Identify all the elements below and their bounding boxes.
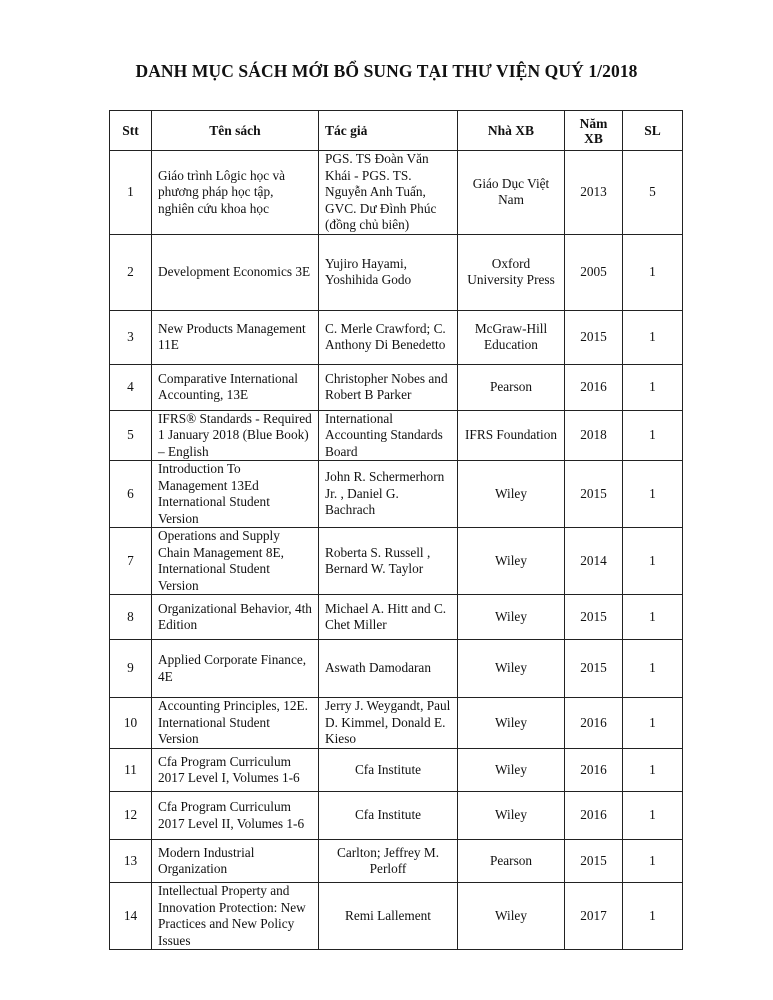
cell-title: Introduction To Management 13Ed International Student Version xyxy=(152,461,319,528)
table-row xyxy=(110,749,683,792)
document-title: DANH MỤC SÁCH MỚI BỔ SUNG TẠI THƯ VIỆN QUÝ 1/2018 xyxy=(135,61,638,81)
cell-year: 2015 xyxy=(565,640,623,698)
cell-stt: 2 xyxy=(110,234,152,310)
table-row xyxy=(110,528,683,595)
cell-stt: 9 xyxy=(110,640,152,698)
cell-year: 2014 xyxy=(565,528,623,595)
cell-author: Jerry J. Weygandt, Paul D. Kimmel, Donald E. Kieso xyxy=(319,698,458,749)
cell-year: 2016 xyxy=(565,792,623,840)
cell-author: Michael A. Hitt and C. Chet Miller xyxy=(319,595,458,640)
cell-publisher: Wiley xyxy=(458,749,565,792)
cell-author: International Accounting Standards Board xyxy=(319,410,458,461)
cell-year: 2015 xyxy=(565,595,623,640)
table-row xyxy=(110,234,683,310)
cell-year: 2017 xyxy=(565,883,623,950)
cell-publisher: Wiley xyxy=(458,461,565,528)
cell-stt: 4 xyxy=(110,364,152,410)
cell-title: Organizational Behavior, 4th Edition xyxy=(152,595,319,640)
cell-stt: 1 xyxy=(110,151,152,235)
cell-qty: 1 xyxy=(623,234,683,310)
cell-author: Cfa Institute xyxy=(319,749,458,792)
cell-title: Cfa Program Curriculum 2017 Level II, Volumes 1-6 xyxy=(152,792,319,840)
table-row xyxy=(110,151,683,235)
cell-stt: 8 xyxy=(110,595,152,640)
cell-publisher: Wiley xyxy=(458,883,565,950)
cell-qty: 1 xyxy=(623,310,683,364)
cell-qty: 1 xyxy=(623,364,683,410)
cell-title: Intellectual Property and Innovation Protection: New Practices and New Policy Issues xyxy=(152,883,319,950)
header-stt: Stt xyxy=(110,111,152,151)
cell-title: New Products Management 11E xyxy=(152,310,319,364)
cell-stt: 13 xyxy=(110,840,152,883)
table-row xyxy=(110,640,683,698)
cell-author: Roberta S. Russell , Bernard W. Taylor xyxy=(319,528,458,595)
cell-year: 2005 xyxy=(565,234,623,310)
cell-publisher: Wiley xyxy=(458,792,565,840)
cell-title: Comparative International Accounting, 13E xyxy=(152,364,319,410)
cell-title: Accounting Principles, 12E. International Student Version xyxy=(152,698,319,749)
table-row xyxy=(110,883,683,950)
table-row xyxy=(110,792,683,840)
header-qty: SL xyxy=(623,111,683,151)
cell-author: Carlton; Jeffrey M. Perloff xyxy=(319,840,458,883)
cell-stt: 10 xyxy=(110,698,152,749)
cell-author: C. Merle Crawford; C. Anthony Di Benedetto xyxy=(319,310,458,364)
cell-author: John R. Schermerhorn Jr. , Daniel G. Bachrach xyxy=(319,461,458,528)
cell-qty: 1 xyxy=(623,840,683,883)
cell-title: Operations and Supply Chain Management 8E, International Student Version xyxy=(152,528,319,595)
cell-stt: 6 xyxy=(110,461,152,528)
cell-stt: 14 xyxy=(110,883,152,950)
cell-year: 2016 xyxy=(565,364,623,410)
book-list-table xyxy=(109,110,683,950)
cell-qty: 1 xyxy=(623,749,683,792)
cell-qty: 1 xyxy=(623,640,683,698)
cell-qty: 1 xyxy=(623,883,683,950)
cell-title: Modern Industrial Organization xyxy=(152,840,319,883)
cell-author: Remi Lallement xyxy=(319,883,458,950)
cell-year: 2015 xyxy=(565,310,623,364)
cell-stt: 12 xyxy=(110,792,152,840)
cell-qty: 5 xyxy=(623,151,683,235)
table-row xyxy=(110,840,683,883)
cell-title: Applied Corporate Finance, 4E xyxy=(152,640,319,698)
cell-publisher: McGraw-Hill Education xyxy=(458,310,565,364)
cell-publisher: IFRS Foundation xyxy=(458,410,565,461)
cell-qty: 1 xyxy=(623,528,683,595)
cell-publisher: Wiley xyxy=(458,698,565,749)
table-row xyxy=(110,595,683,640)
header-author: Tác giả xyxy=(319,111,458,151)
cell-stt: 5 xyxy=(110,410,152,461)
table-row xyxy=(110,364,683,410)
cell-title: IFRS® Standards - Required 1 January 2018 (Blue Book) – English xyxy=(152,410,319,461)
cell-publisher: Pearson xyxy=(458,840,565,883)
cell-qty: 1 xyxy=(623,410,683,461)
cell-stt: 11 xyxy=(110,749,152,792)
header-title: Tên sách xyxy=(152,111,319,151)
header-publisher: Nhà XB xyxy=(458,111,565,151)
cell-publisher: Oxford University Press xyxy=(458,234,565,310)
cell-qty: 1 xyxy=(623,698,683,749)
cell-publisher: Pearson xyxy=(458,364,565,410)
table-row xyxy=(110,410,683,461)
cell-publisher: Wiley xyxy=(458,528,565,595)
cell-qty: 1 xyxy=(623,595,683,640)
cell-stt: 3 xyxy=(110,310,152,364)
cell-author: Christopher Nobes and Robert B Parker xyxy=(319,364,458,410)
cell-author: Aswath Damodaran xyxy=(319,640,458,698)
cell-year: 2015 xyxy=(565,461,623,528)
cell-year: 2013 xyxy=(565,151,623,235)
cell-title: Giáo trình Lôgic học và phương pháp học tập, nghiên cứu khoa học xyxy=(152,151,319,235)
table-row xyxy=(110,461,683,528)
table-row xyxy=(110,310,683,364)
table-header-row xyxy=(110,111,683,151)
cell-author: PGS. TS Đoàn Văn Khái - PGS. TS. Nguyễn Anh Tuấn, GVC. Dư Đình Phúc (đồng chủ biên) xyxy=(319,151,458,235)
cell-title: Development Economics 3E xyxy=(152,234,319,310)
header-year: Năm XB xyxy=(565,111,623,151)
cell-author: Cfa Institute xyxy=(319,792,458,840)
cell-publisher: Wiley xyxy=(458,595,565,640)
cell-year: 2018 xyxy=(565,410,623,461)
cell-stt: 7 xyxy=(110,528,152,595)
cell-title: Cfa Program Curriculum 2017 Level I, Volumes 1-6 xyxy=(152,749,319,792)
cell-publisher: Wiley xyxy=(458,640,565,698)
table-row xyxy=(110,698,683,749)
cell-qty: 1 xyxy=(623,461,683,528)
cell-year: 2015 xyxy=(565,840,623,883)
cell-author: Yujiro Hayami, Yoshihida Godo xyxy=(319,234,458,310)
cell-year: 2016 xyxy=(565,698,623,749)
cell-year: 2016 xyxy=(565,749,623,792)
cell-qty: 1 xyxy=(623,792,683,840)
cell-publisher: Giáo Dục Việt Nam xyxy=(458,151,565,235)
